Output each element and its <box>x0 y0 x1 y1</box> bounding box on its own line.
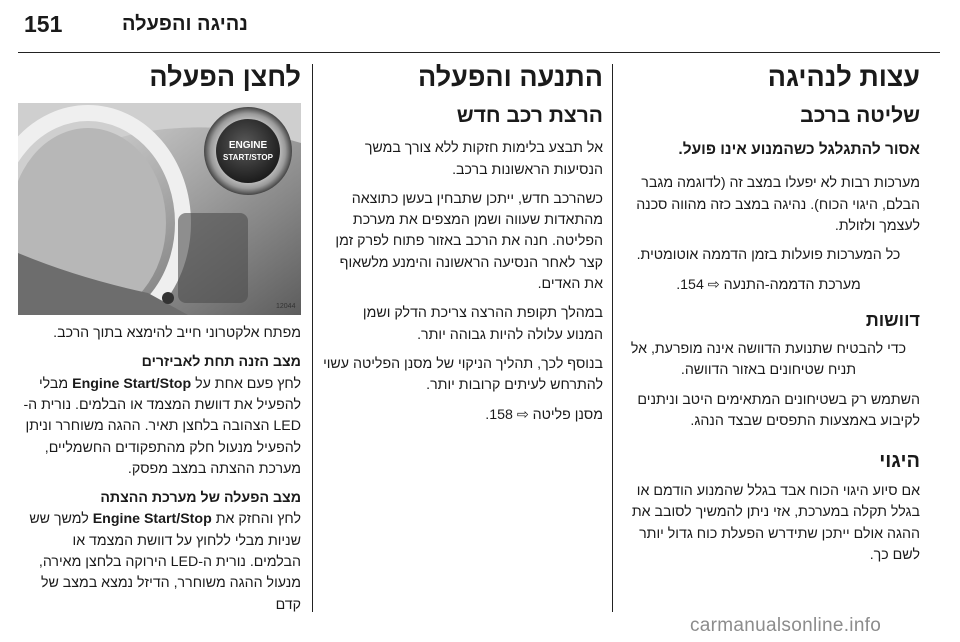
paragraph: במהלך תקופת ההרצה צריכת הדלק ושמן המנוע עלולה להיות גבוהה יותר. <box>362 305 603 343</box>
warning-text: אסור להתגלגל כשהמנוע אינו פועל. <box>678 141 920 159</box>
section-title-power-button: לחצן הפעלה <box>149 62 301 92</box>
paragraph: מפתח אלקטרוני חייב להימצא בתוך הרכב. <box>53 325 301 342</box>
paragraph: כשהרכב חדש, ייתכן שתבחין בעשן כתוצאה מהתאדות שעווה ושמן המצפים את מערכת הפליטה. חנה את הרכב באזור פתוח לפרק זמן קצר לאחר הנסיעה הראשונה והימנע מלשאוף את האדים. <box>335 190 603 293</box>
heading-pedals: דוושות <box>865 309 920 330</box>
engine-button-name: Engine Start/Stop <box>72 375 192 392</box>
column-middle <box>323 62 603 434</box>
heading-ignition-mode: מצב הפעלה של מערכת ההצתה <box>100 490 301 507</box>
text-run: למשך שש שניות מבלי ללחוץ על דוושת המצמד או הבלמים. נורית ה-LED הירוקה בלחצן מאירה, מנעול ההגה משוחרר, הדיזל נמצא במצב של קדם <box>29 511 301 613</box>
column-left <box>18 62 301 624</box>
paragraph <box>18 509 301 615</box>
dashboard-illustration <box>18 103 301 315</box>
watermark: carmanualsonline.info <box>690 615 882 636</box>
paragraph: אם סיוע היגוי הכוח אבד בגלל שהמנוע הודמם או בגלל תקלה במערכת, אזי ניתן להמשיך לסובב את ההגה אולם ייתכן שתידרש הפעלת כוח גדול יותר לשם כך. <box>631 483 920 564</box>
figure-code: 12044 <box>276 303 296 311</box>
text-run: לחץ והחזק את <box>215 511 301 528</box>
paragraph: השתמש רק בשטיחונים המתאימים היטב וניתנים לקיבוע באמצעות התפסים שבצד הנהג. <box>637 391 920 429</box>
page-header <box>0 0 960 54</box>
column-right <box>617 62 920 574</box>
paragraph: בנוסף לכך, תהליך הניקוי של מסנן הפליטה עשוי להתרחש לעיתים קרובות יותר. <box>323 355 603 394</box>
page-number: 151 <box>24 11 63 37</box>
paragraph <box>18 374 301 480</box>
subtitle-vehicle-control: שליטה ברכב <box>800 104 920 128</box>
paragraph: מערכות רבות לא יפעלו במצב זה (לדוגמה מגבר הבלם, היגוי הכוח). נהיגה במצב כזה מהווה סכנה לעצמך ולזולת. <box>636 175 920 235</box>
heading-steering: היגוי <box>879 450 920 473</box>
section-title-driving-tips: עצות לנהיגה <box>767 62 920 92</box>
paragraph: אל תבצע בלימות חזקות ללא צורך במשך הנסיעות הראשונות ברכב. <box>364 140 603 178</box>
column-divider <box>612 64 613 612</box>
header-divider <box>18 52 940 53</box>
running-title: נהיגה והפעלה <box>122 13 248 35</box>
paragraph: כל המערכות פועלות בזמן הדממה אוטומטית. <box>636 247 901 264</box>
subtitle-running-in: הרצת רכב חדש <box>456 104 603 128</box>
text-run: לחץ פעם אחת על <box>195 375 301 392</box>
column-divider <box>312 64 313 612</box>
text-run: מבלי להפעיל את דוושת המצמד או הבלמים. נורית ה-LED הצהובה בלחצן תאיר. ההגה משוחרר וניתן להפעיל מנעול חלק מהתפקודים החשמליים, מערכת ההצתה במצב מפסק. <box>23 375 301 477</box>
engine-button-name: Engine Start/Stop <box>92 511 212 528</box>
cross-reference-link[interactable]: מערכת הדממה-התנעה ⇨ 154. <box>676 276 861 293</box>
paragraph: כדי להבטיח שתנועת הדוושה אינה מופרעת, אל תניח שטיחונים באזור הדוושה. <box>630 340 907 379</box>
button-label-line1: ENGINE <box>228 140 268 152</box>
button-label-line2: START/STOP <box>223 153 273 163</box>
engine-start-button-photo <box>18 103 301 315</box>
section-title-starting: התנעה והפעלה <box>418 62 603 92</box>
heading-accessory-mode: מצב הזנה תחת לאביזרים <box>141 354 301 371</box>
cross-reference-link[interactable]: מסנן פליטה ⇨ 158. <box>485 406 603 423</box>
